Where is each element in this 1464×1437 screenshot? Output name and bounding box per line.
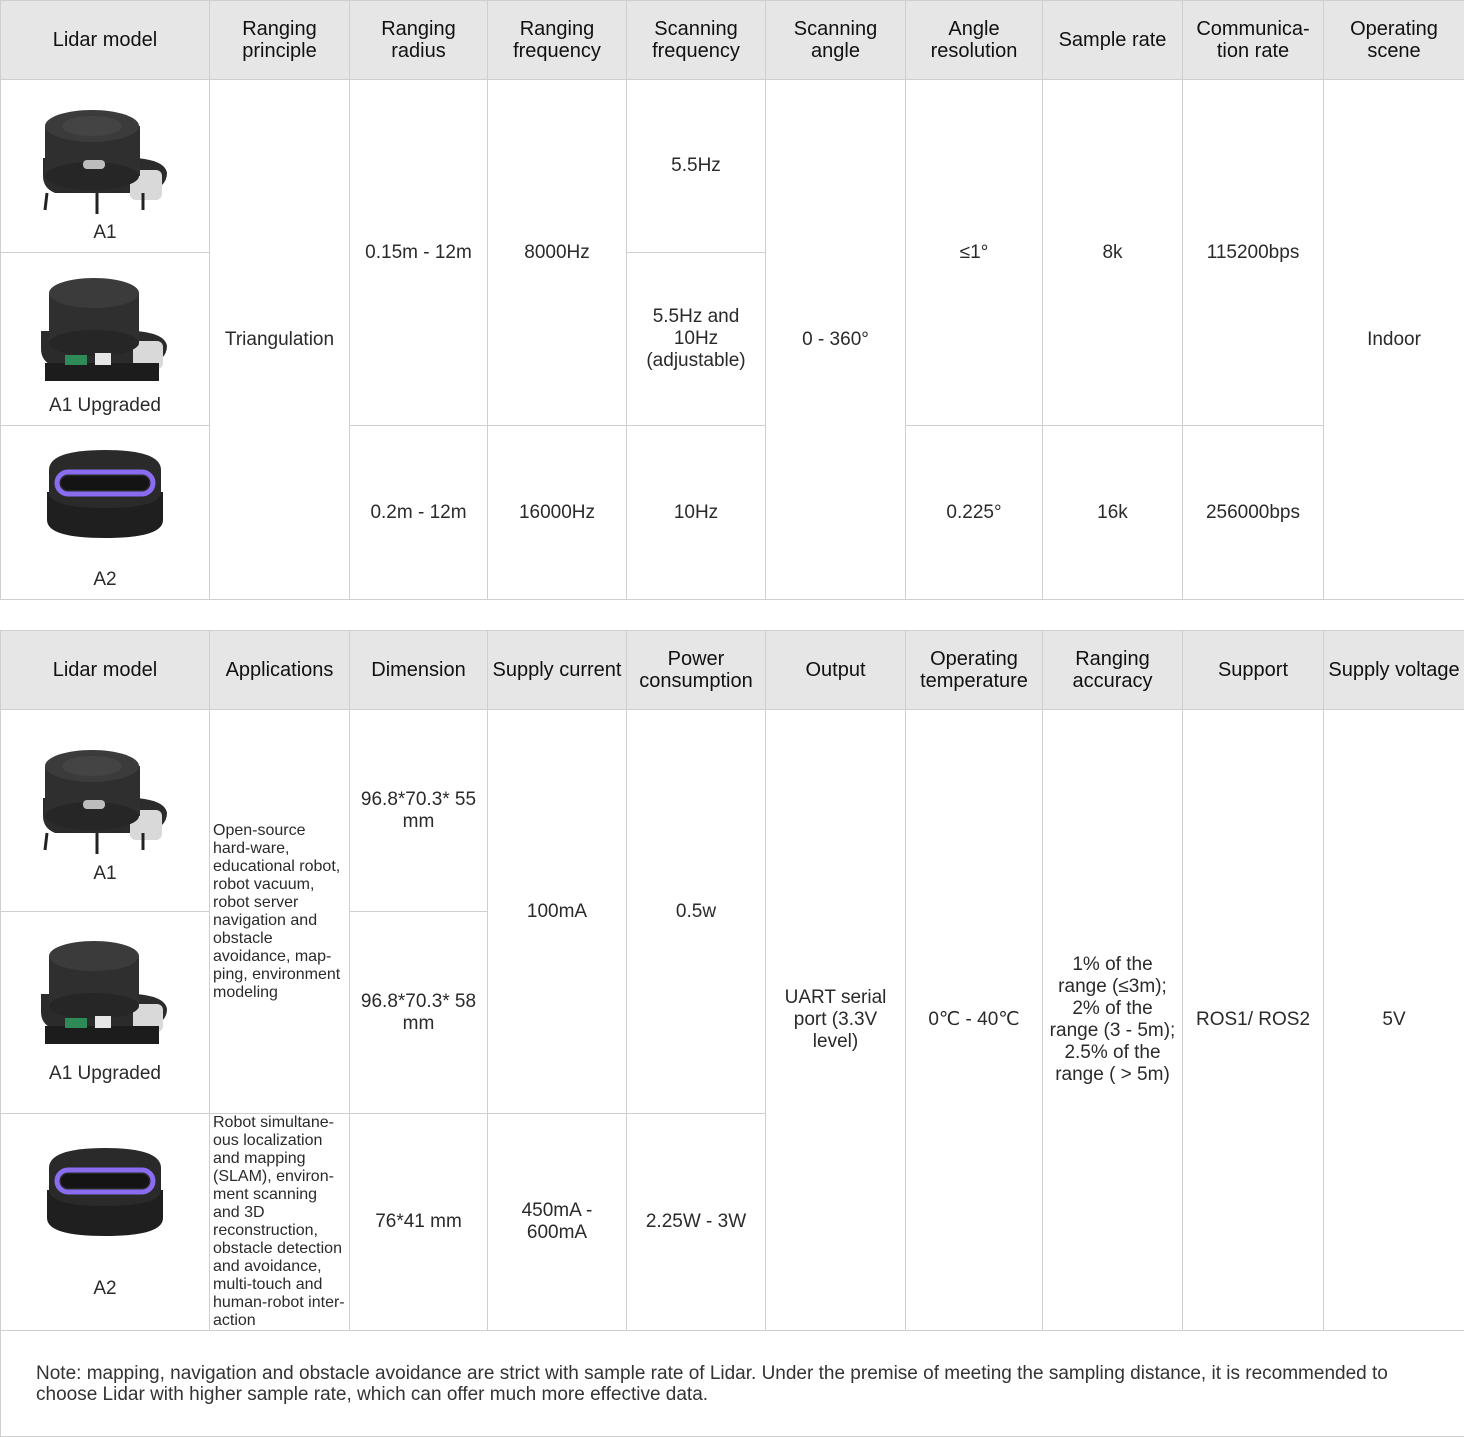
header-support: Support — [1183, 631, 1324, 710]
communication-rate-a2: 256000bps — [1183, 426, 1324, 600]
ranging-principle-cell: Triangulation — [210, 80, 350, 600]
header-row — [1, 631, 1464, 710]
power-consumption-a2: 2.25W - 3W — [627, 1114, 766, 1331]
scanning-frequency-a1-upgraded: 5.5Hz and 10Hz (adjustable) — [627, 253, 766, 426]
note-row — [1, 1331, 1464, 1437]
table-row — [1, 710, 1464, 912]
model-a1 — [1, 80, 210, 253]
header-lidar-model: Lidar model — [1, 631, 210, 710]
header-scanning-frequency: Scanning frequency — [627, 1, 766, 80]
model-label: A2 — [1, 1278, 209, 1300]
lidar-a2-image — [35, 442, 175, 552]
specs-table-2 — [0, 630, 1464, 1437]
header-lidar-model: Lidar model — [1, 1, 210, 80]
model-a2 — [1, 1114, 210, 1331]
operating-temperature-cell: 0℃ - 40℃ — [906, 710, 1043, 1331]
angle-resolution-a1: ≤1° — [906, 80, 1043, 426]
header-applications: Applications — [210, 631, 350, 710]
supply-current-a1: 100mA — [488, 710, 627, 1114]
model-a1-upgraded — [1, 253, 210, 426]
dimension-a1: 96.8*70.3* 55 mm — [350, 710, 488, 912]
scanning-frequency-a2: 10Hz — [627, 426, 766, 600]
model-a1-upgraded — [1, 912, 210, 1114]
lidar-a1-image — [35, 98, 175, 218]
header-supply-voltage: Supply voltage — [1324, 631, 1464, 710]
sample-rate-a2: 16k — [1043, 426, 1183, 600]
angle-resolution-a2: 0.225° — [906, 426, 1043, 600]
sample-rate-a1: 8k — [1043, 80, 1183, 426]
lidar-a1-image — [35, 738, 175, 858]
ranging-radius-a1: 0.15m - 12m — [350, 80, 488, 426]
specs-table-1 — [0, 0, 1464, 600]
communication-rate-a1: 115200bps — [1183, 80, 1324, 426]
header-power-consumption: Power consumption — [627, 631, 766, 710]
ranging-radius-a2: 0.2m - 12m — [350, 426, 488, 600]
supply-voltage-cell: 5V — [1324, 710, 1464, 1331]
supply-current-a2: 450mA - 600mA — [488, 1114, 627, 1331]
model-a2 — [1, 426, 210, 600]
ranging-frequency-a2: 16000Hz — [488, 426, 627, 600]
dimension-a2: 76*41 mm — [350, 1114, 488, 1331]
header-communication-rate: Communica-tion rate — [1183, 1, 1324, 80]
scanning-frequency-a1: 5.5Hz — [627, 80, 766, 253]
model-label: A1 Upgraded — [1, 395, 209, 417]
power-consumption-a1: 0.5w — [627, 710, 766, 1114]
output-cell: UART serial port (3.3V level) — [766, 710, 906, 1331]
lidar-a1-upgraded-image — [35, 271, 175, 391]
header-operating-temperature: Operating temperature — [906, 631, 1043, 710]
support-cell: ROS1/ ROS2 — [1183, 710, 1324, 1331]
operating-scene-cell: Indoor — [1324, 80, 1464, 600]
lidar-a2-image — [35, 1140, 175, 1250]
model-label: A2 — [1, 569, 209, 591]
table-row — [1, 80, 1464, 253]
lidar-a1-upgraded-image — [35, 934, 175, 1054]
applications-a1: Open-source hard-ware, educational robot, robot vacuum, robot server navigation and obstacle avoidance, map-ping, environment modeling — [210, 710, 350, 1114]
header-sample-rate: Sample rate — [1043, 1, 1183, 80]
header-supply-current: Supply current — [488, 631, 627, 710]
note-text: Note: mapping, navigation and obstacle avoidance are strict with sample rate of Lidar. Under the premise of meeting the sampling distance, it is recommended to choose Lidar with higher sample rate, which can offer much more effective data. — [1, 1331, 1464, 1437]
header-row — [1, 1, 1464, 80]
dimension-a1-upgraded: 96.8*70.3* 58 mm — [350, 912, 488, 1114]
model-a1 — [1, 710, 210, 912]
header-operating-scene: Operating scene — [1324, 1, 1464, 80]
header-scanning-angle: Scanning angle — [766, 1, 906, 80]
header-output: Output — [766, 631, 906, 710]
model-label: A1 — [1, 222, 209, 244]
header-angle-resolution: Angle resolution — [906, 1, 1043, 80]
header-ranging-radius: Ranging radius — [350, 1, 488, 80]
ranging-accuracy-cell: 1% of the range (≤3m); 2% of the range (3 - 5m); 2.5% of the range ( > 5m) — [1043, 710, 1183, 1331]
header-ranging-principle: Ranging principle — [210, 1, 350, 80]
scanning-angle-cell: 0 - 360° — [766, 80, 906, 600]
model-label: A1 Upgraded — [1, 1063, 209, 1085]
applications-a2: Robot simultane-ous localization and mapping (SLAM), environ-ment scanning and 3D reconstruction, obstacle detection and avoidance, multi-touch and human-robot inter-action — [210, 1114, 350, 1331]
header-dimension: Dimension — [350, 631, 488, 710]
header-ranging-frequency: Ranging frequency — [488, 1, 627, 80]
ranging-frequency-a1: 8000Hz — [488, 80, 627, 426]
header-ranging-accuracy: Ranging accuracy — [1043, 631, 1183, 710]
model-label: A1 — [1, 863, 209, 885]
